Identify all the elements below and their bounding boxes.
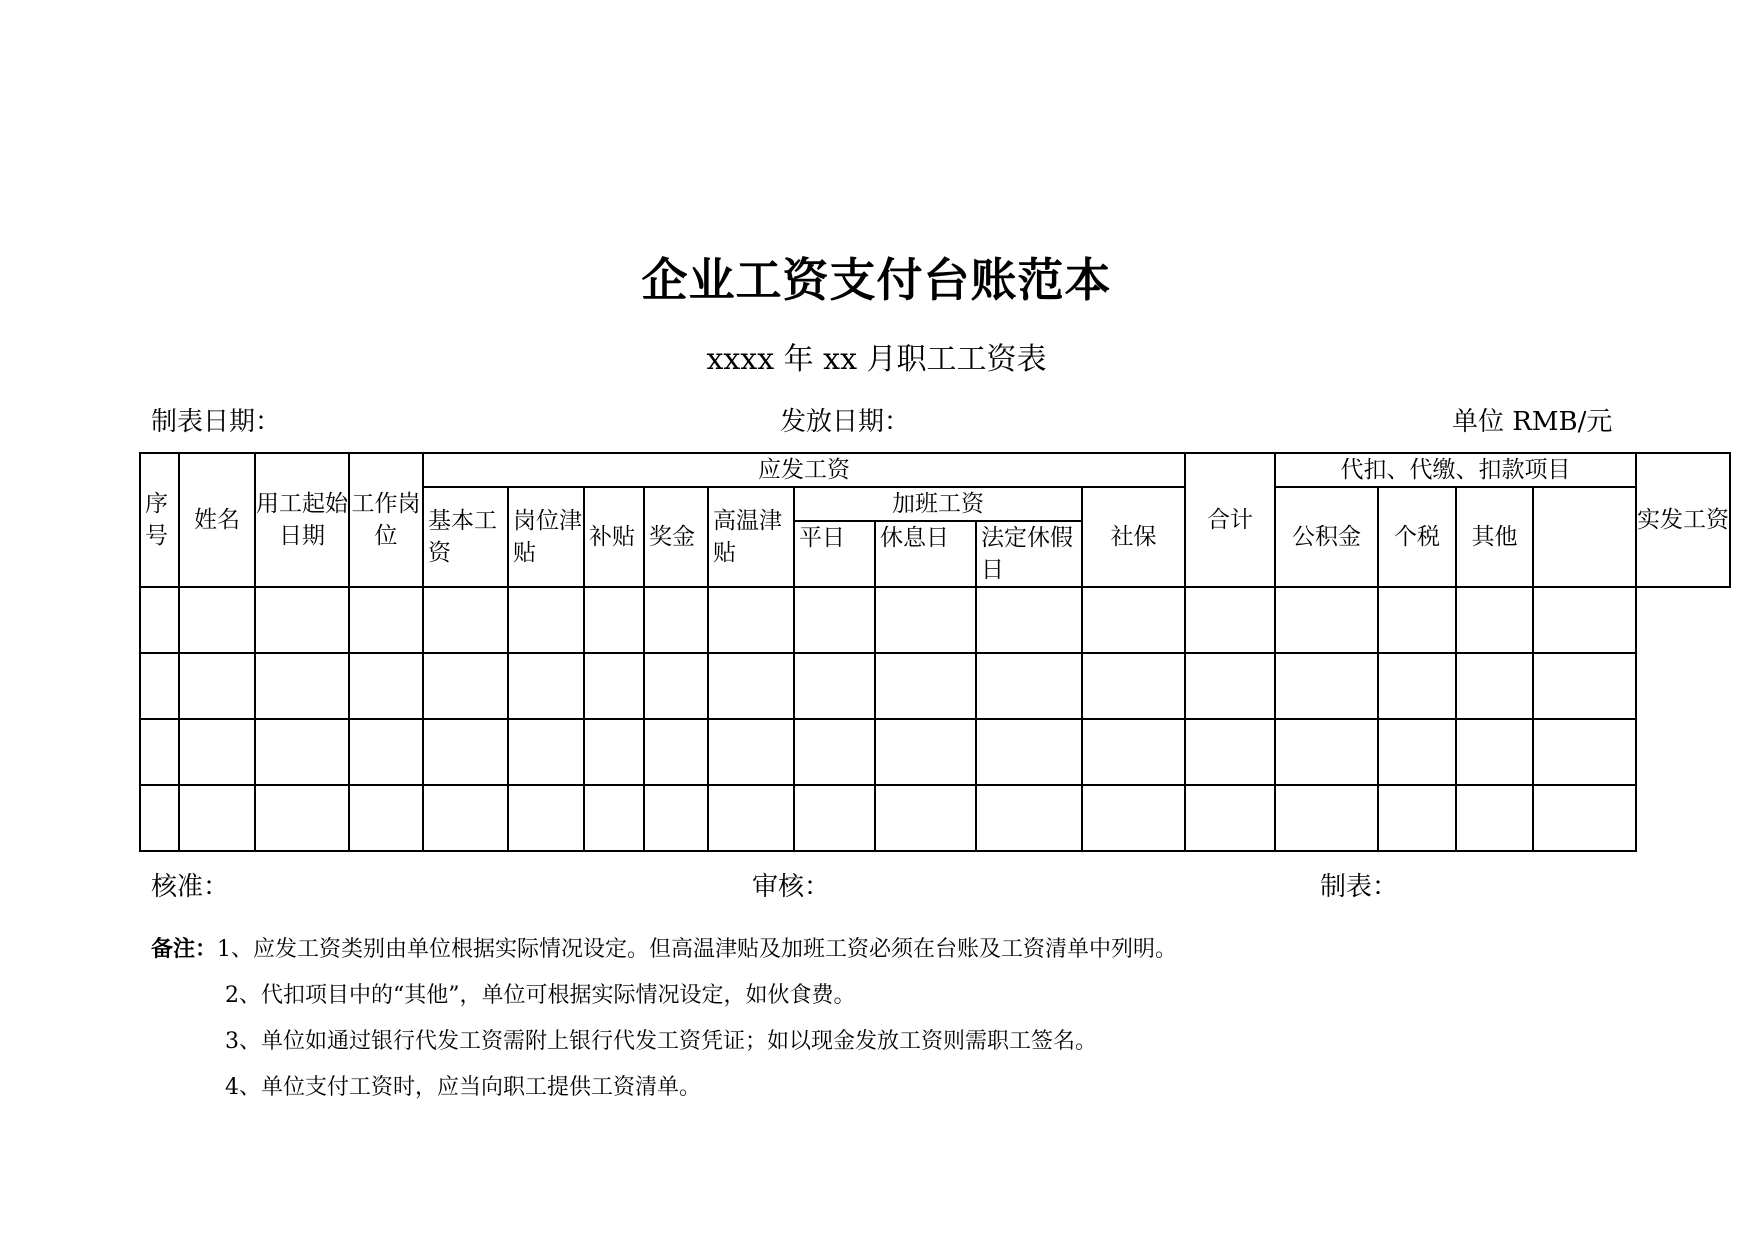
note-item: 4、单位支付工资时，应当向职工提供工资清单。	[225, 1075, 701, 1100]
make-date-label: 制表日期：	[151, 407, 282, 437]
document-subtitle: xxxx 年 xx 月职工工资表	[706, 342, 1047, 377]
header-seq: 序号	[140, 453, 179, 587]
currency-unit-label: 单位 RMB/元	[1452, 407, 1613, 437]
approve-signature-label: 核准：	[151, 872, 230, 902]
payroll-ledger-table	[139, 452, 1731, 852]
note-item: 2、代扣项目中的“其他”，单位可根据实际情况设定，如伙食费。	[225, 983, 856, 1008]
table-row	[140, 719, 1730, 785]
header-subsidy: 补贴	[584, 487, 644, 587]
table-row	[140, 653, 1730, 719]
header-tax: 个税	[1378, 487, 1456, 587]
note-line-1	[151, 932, 1177, 963]
document-title: 企业工资支付台账范本	[641, 253, 1112, 307]
issue-date-label: 发放日期：	[780, 407, 911, 437]
header-rest-day: 休息日	[875, 521, 976, 587]
header-net-pay: 实发工资	[1636, 453, 1730, 587]
header-payable-group: 应发工资	[423, 453, 1185, 487]
prepare-signature-label: 制表：	[1320, 872, 1399, 902]
header-deduction-group: 代扣、代缴、扣款项目	[1275, 453, 1636, 487]
header-bonus: 奖金	[644, 487, 708, 587]
header-start-date: 用工起始日期	[255, 453, 349, 587]
note-item: 1、应发工资类别由单位根据实际情况设定。但高温津贴及加班工资必须在台账及工资清单中列明。	[217, 937, 1178, 962]
header-post-allowance: 岗位津贴	[508, 487, 584, 587]
header-name: 姓名	[179, 453, 255, 587]
review-signature-label: 审核：	[752, 872, 831, 902]
header-other: 其他	[1456, 487, 1533, 587]
note-item: 3、单位如通过银行代发工资需附上银行代发工资凭证；如以现金发放工资则需职工签名。	[225, 1029, 1098, 1054]
header-basic: 基本工资	[423, 487, 508, 587]
notes-label: 备注：	[151, 936, 218, 962]
header-weekday: 平日	[794, 521, 875, 587]
header-housing-fund: 公积金	[1275, 487, 1378, 587]
header-holiday: 法定休假日	[976, 521, 1082, 587]
table-row	[140, 785, 1730, 851]
header-overtime-group: 加班工资	[794, 487, 1082, 521]
table-row	[140, 587, 1730, 653]
header-total: 合计	[1185, 453, 1275, 587]
header-position: 工作岗位	[349, 453, 423, 587]
header-social-insurance: 社保	[1082, 487, 1185, 587]
header-heat-allowance: 高温津贴	[708, 487, 794, 587]
